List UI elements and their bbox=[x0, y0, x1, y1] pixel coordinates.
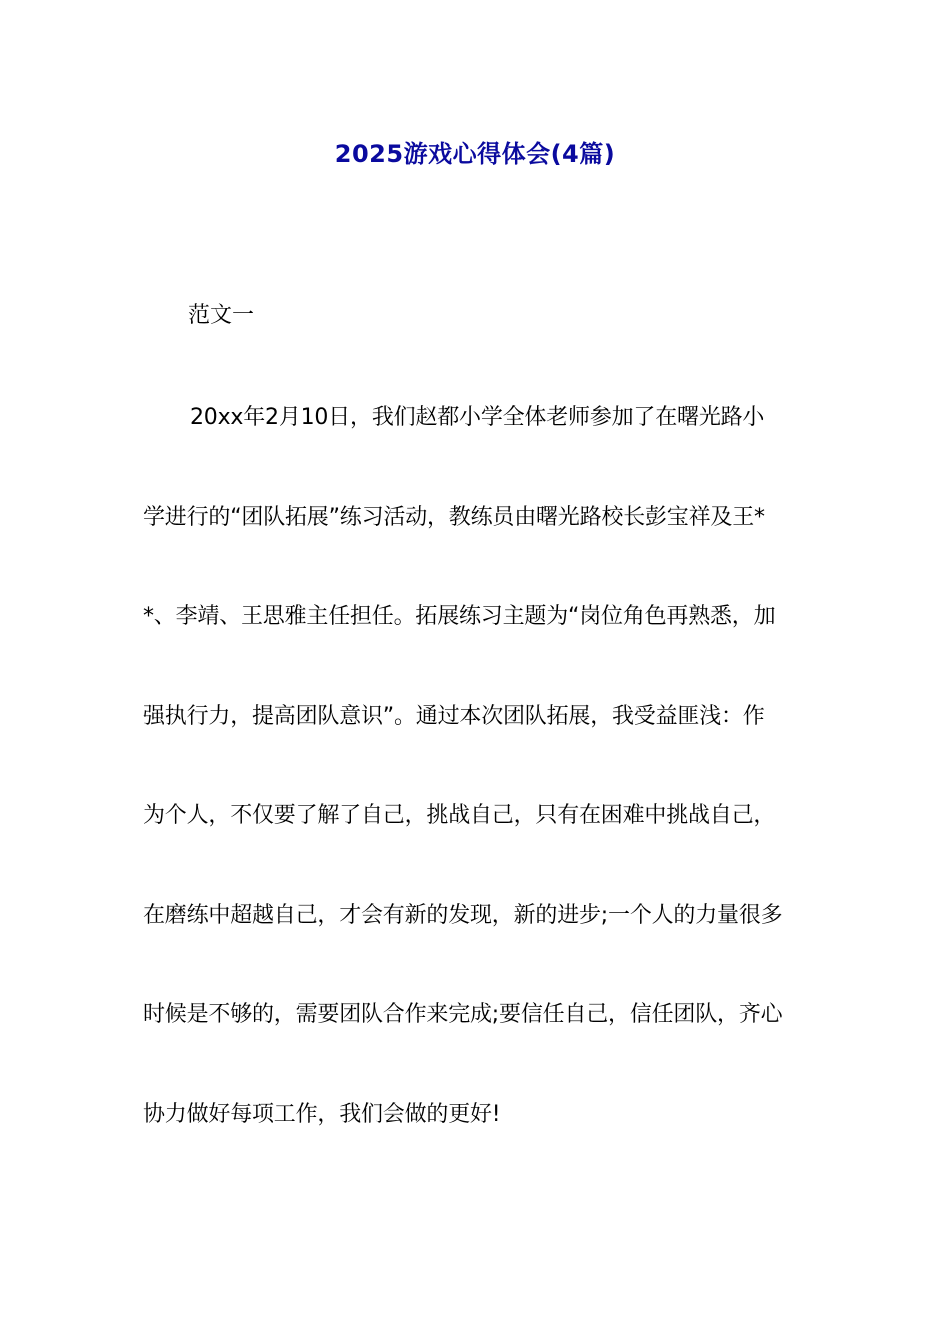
paragraph-line: 为个人，不仅要了解了自己，挑战自己，只有在困难中挑战自己， bbox=[143, 803, 776, 828]
paragraph-line: 20xx年2月10日，我们赵都小学全体老师参加了在曙光路小 bbox=[190, 405, 765, 430]
paragraph-line: 协力做好每项工作，我们会做的更好! bbox=[143, 1102, 501, 1127]
paragraph-line: 学进行的“团队拓展”练习活动，教练员由曙光路校长彭宝祥及王* bbox=[143, 505, 765, 530]
paragraph-line: 强执行力，提高团队意识”。通过本次团队拓展，我受益匪浅：作 bbox=[143, 704, 765, 729]
paragraph-line: 在磨练中超越自己，才会有新的发现，新的进步;一个人的力量很多 bbox=[143, 903, 783, 928]
paragraph-line: *、李靖、王思雅主任担任。拓展练习主题为“岗位角色再熟悉，加 bbox=[143, 604, 776, 629]
document-title: 2025游戏心得体会(4篇) bbox=[334, 140, 616, 168]
section-heading: 范文一 bbox=[188, 303, 255, 328]
paragraph-line: 时候是不够的，需要团队合作来完成;要信任自己，信任团队，齐心 bbox=[143, 1002, 783, 1027]
